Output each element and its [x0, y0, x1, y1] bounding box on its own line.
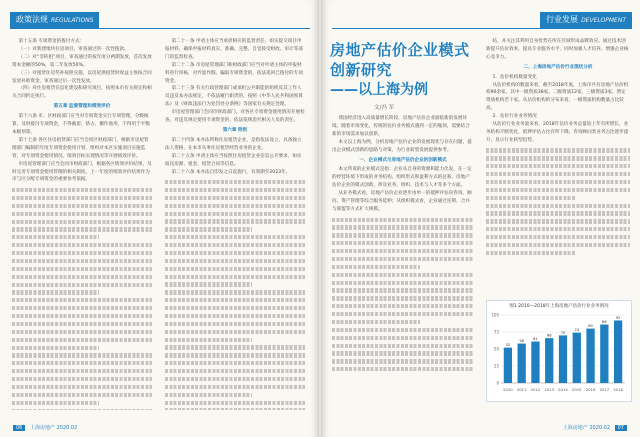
text-line-placeholder	[332, 225, 474, 229]
text-line-placeholder	[332, 344, 474, 348]
text-line-placeholder	[165, 298, 305, 302]
text-line-placeholder	[12, 204, 152, 208]
text-line-placeholder	[165, 282, 252, 286]
paragraph: 市房屋管理部门应当会同市财政部门，根据各区绩效评价结果，及时完善专项资金使用管理的相关制度。上一年度的绩效评价结果作为市与区分配专项资金的重要参考依据。	[12, 161, 152, 183]
text-line-placeholder	[332, 273, 474, 277]
paragraph: （一）对新建地块住房项目，审查通过的一次性拨款。	[18, 46, 129, 52]
text-line-placeholder	[165, 322, 305, 326]
left-column-1	[12, 38, 152, 410]
text-line-placeholder	[486, 156, 630, 160]
section-heading: 第六章 附则	[222, 127, 248, 133]
text-line-placeholder	[332, 218, 474, 222]
text-line-placeholder	[486, 243, 630, 247]
text-line-placeholder	[165, 180, 305, 184]
paragraph: （二）对“非转租”项目，审查通过的按年度分两期发放，首次发放资本金额的50%，第二年发放50%。	[12, 54, 152, 68]
paragraph: （四）对住房租赁信息化建设和研究项目，按照本市有关规定和相关合同约定执行。	[12, 86, 152, 100]
x-tick-label: 2013	[544, 387, 555, 392]
text-line-placeholder	[12, 196, 152, 200]
right-column-1	[332, 115, 474, 410]
text-line-placeholder	[486, 227, 630, 231]
data-label: 86	[602, 320, 607, 325]
text-line-placeholder	[486, 251, 575, 255]
text-line-placeholder	[165, 408, 305, 410]
text-line-placeholder	[332, 265, 420, 269]
page-number: 06	[13, 425, 25, 431]
bar	[518, 344, 526, 383]
paragraph: 第十五条 专项资金的拨付方式：	[18, 39, 85, 44]
text-line-placeholder	[165, 353, 305, 357]
text-line-placeholder	[165, 267, 305, 271]
x-tick-label: 2011	[516, 387, 527, 392]
footer-issue: 2020.02	[56, 425, 78, 431]
paragraph: 本文所说的企业模式是指：企业从自身的资源和能力出发，在一定的经营环境下形成的业务结构、组织形式和盈利方式的总和。房地产估价企业的模式创新，涉及业务、组织、技术与人才等多个方面。	[332, 167, 472, 189]
text-line-placeholder	[332, 312, 474, 316]
paragraph: 本文以上海为例，分析房地产估价企业的发展现状与存在问题，提出企业模式创新的思路与对策，为行业转型发展提供参考。	[332, 139, 472, 153]
text-line-placeholder	[12, 298, 152, 302]
paragraph: 从估价机构的数量来看，截至2018年底，上海市共有房地产估价机构90余家。其中一级资质38家，二级资质12家，三级资质3家，暂定资质机构若干家。从估价机构的分布来看，一级资质机构数量占比较高。	[486, 82, 629, 112]
paragraph: 市房屋管理部门会同市财政部门，对各区专项资金使用情况开展检查，对违反规定使用专项资金的，依法依规追究相关人员的责任。	[165, 110, 305, 124]
bar	[614, 320, 622, 383]
text-line-placeholder	[12, 267, 152, 271]
data-label: 61	[533, 337, 538, 342]
business-chart	[486, 300, 632, 402]
x-tick-label: 2017	[599, 387, 610, 392]
text-line-placeholder	[12, 251, 152, 255]
header-rule	[10, 28, 310, 29]
x-tick-label: 2014	[558, 387, 568, 392]
paragraph: 我国经济进入高质量增长阶段，房地产估价企业面临新的发展环境。随着市场变化，传统的估价业务模式遇到一定的瓶颈，需要结合新的市场需求加以创新。	[332, 116, 470, 137]
paragraph: 第二十一条 申请主体应当承担相应的监督责任，如实提交项目申报材料，确保申报材料真实、准确、完整，自觉接受财政、审计等部门的监督检查。	[165, 39, 303, 60]
paragraph: 第二十三条 有关行政管理部门或承担公共职能的组织及其工作人员违反本办法规定，不依法履行职责的，按照《中华人民共和国预算法》及《财政违法行为处罚处分条例》等国家有关规定处理。	[165, 86, 303, 108]
text-line-placeholder	[332, 233, 474, 237]
text-line-placeholder	[12, 377, 152, 381]
article-title: 房地产估价企业模式创新研究	[330, 41, 470, 79]
paragraph: （三）对租赁住房奖补按照实施，以房屋供租赁时收益主体按合同发放补助资金，审查通过后一次性发放。	[12, 70, 152, 84]
text-line-placeholder	[486, 219, 630, 223]
text-line-placeholder	[12, 306, 152, 310]
data-label: 52	[505, 343, 511, 348]
x-tick-label: 2010	[503, 387, 513, 392]
text-line-placeholder	[486, 196, 575, 200]
text-line-placeholder	[486, 211, 630, 215]
data-label: 74	[574, 328, 580, 333]
text-line-placeholder	[12, 385, 152, 389]
footer-magazine-title: 上海房地产	[29, 425, 55, 431]
x-tick-label: 2015	[571, 387, 582, 392]
y-tick-label: 0	[496, 380, 499, 386]
text-line-placeholder	[12, 353, 152, 357]
text-line-placeholder	[12, 212, 152, 216]
text-line-placeholder	[332, 304, 474, 308]
right-footer	[563, 424, 630, 431]
text-line-placeholder	[165, 251, 305, 255]
footer-magazine-title: 上海房地产	[562, 425, 588, 431]
text-line-placeholder	[12, 369, 152, 373]
text-line-placeholder	[165, 401, 305, 405]
text-line-placeholder	[12, 283, 152, 287]
paragraph: 结，并关注其利用自身优势在所在区域形成品牌效应。通过技术创新提升估价效率，提高专业服务水平，同时加强人才培养，增强企业核心竞争力。	[486, 39, 629, 60]
footer-issue: 2020.02	[589, 425, 611, 431]
text-line-placeholder	[165, 314, 305, 318]
bar	[504, 348, 512, 383]
text-line-placeholder	[486, 204, 630, 208]
text-line-placeholder	[165, 385, 305, 389]
y-tick-label: 100	[491, 312, 499, 318]
y-tick-label: 25	[493, 363, 499, 369]
section-heading: 第五章 监督管理和绩效评价	[53, 104, 111, 110]
header-rule	[332, 28, 632, 29]
paragraph: 1．估价机构数量变化	[492, 74, 537, 80]
text-line-placeholder	[12, 290, 99, 294]
x-tick-label: 2012	[530, 387, 541, 392]
article-author: 文/冯 军	[374, 105, 395, 111]
section-heading: 一、企业模式与房地产估价企业的创新模式	[359, 157, 447, 163]
text-line-placeholder	[165, 361, 305, 365]
right-column-2	[486, 38, 630, 296]
text-line-placeholder	[12, 322, 152, 326]
section-tab-development: 行业发展 DEVELOPMENT	[540, 12, 632, 28]
y-tick-label: 75	[493, 329, 499, 335]
chart-plot	[487, 309, 631, 397]
bar	[531, 342, 539, 383]
page-number: 07	[615, 425, 627, 431]
x-tick-label: 2016	[585, 387, 596, 392]
text-line-placeholder	[165, 345, 305, 349]
text-line-placeholder	[12, 259, 152, 263]
text-line-placeholder	[165, 235, 305, 239]
text-line-placeholder	[332, 281, 474, 285]
text-line-placeholder	[12, 243, 152, 247]
paragraph: 第二十二条 市房屋管理部门和财政部门应当对申请主体的申报材料进行审核，对弄虚作假、骗取专项资金的，依法追回已拨付的专项资金。	[165, 62, 303, 84]
text-line-placeholder	[12, 338, 152, 342]
text-line-placeholder	[165, 393, 252, 397]
text-line-placeholder	[12, 361, 152, 365]
article-subtitle: ——以上海为例	[330, 82, 428, 98]
text-line-placeholder	[486, 180, 630, 184]
text-line-placeholder	[12, 227, 152, 231]
bar	[545, 338, 553, 383]
text-line-placeholder	[165, 219, 305, 223]
text-line-placeholder	[12, 346, 99, 350]
left-page	[0, 0, 318, 437]
text-line-placeholder	[12, 393, 152, 397]
text-line-placeholder	[12, 275, 152, 279]
text-line-placeholder	[332, 359, 474, 363]
text-line-placeholder	[332, 288, 474, 292]
bar	[600, 325, 608, 383]
text-line-placeholder	[486, 235, 630, 239]
x-tick-label: 2018	[613, 387, 623, 392]
text-line-placeholder	[12, 235, 99, 239]
paragraph: 第二十六条 本办法自印发之日起施行，有效期至2023年。	[171, 169, 291, 175]
text-line-placeholder	[12, 401, 99, 405]
text-line-placeholder	[332, 249, 474, 253]
text-line-placeholder	[12, 409, 152, 411]
section-tab-regulations: 政策法规 REGULATIONS	[10, 12, 99, 28]
paragraph: 第二十五条 申请主体应当按照住房租赁企业信息公开要求，如实报送房源、租金、租赁合同等信息。	[165, 153, 302, 167]
paragraph: 第十六条 市、区财政部门应当对专项资金实行专项管理，分级核算，及时拨付专项资金，不得截留、挤占、挪作他用，不得用于平衡本级预算。	[12, 114, 150, 135]
text-line-placeholder	[332, 328, 474, 332]
bar	[573, 333, 581, 383]
data-label: 58	[519, 339, 524, 344]
text-line-placeholder	[486, 164, 630, 168]
data-label: 66	[546, 333, 552, 338]
data-label: 92	[615, 315, 621, 320]
article-title-block	[330, 40, 480, 100]
text-line-placeholder	[165, 212, 305, 216]
paragraph: 2．估价行业业务情况	[492, 114, 537, 120]
text-line-placeholder	[165, 377, 305, 381]
text-line-placeholder	[165, 243, 305, 247]
data-label: 70	[560, 330, 566, 335]
text-line-placeholder	[486, 188, 630, 192]
text-line-placeholder	[165, 306, 305, 310]
text-line-placeholder	[332, 336, 474, 340]
bar	[586, 329, 594, 383]
paragraph: 第十七条 各区住房租赁部门应当会同区财政部门，根据市房屋管理部门编制的年度专项资金使用计划，组织对本区实施项目实施监管，对专项资金使用情况、绩效目标实现情况等开展绩效评价。	[12, 137, 149, 159]
text-line-placeholder	[165, 204, 305, 208]
text-line-placeholder	[486, 148, 630, 152]
text-line-placeholder	[165, 290, 305, 294]
paragraph: 从估价行业业务量来看，2018年估价业务总量较上年有所增长，业务结构不断优化，抵押评估占比有所下降，咨询顾问类业务占比逐步提升，显示行业转型趋势。	[486, 122, 629, 143]
text-line-placeholder	[332, 257, 474, 261]
text-line-placeholder	[165, 188, 305, 192]
text-line-placeholder	[332, 351, 474, 355]
text-line-placeholder	[12, 314, 152, 318]
left-footer	[10, 424, 77, 431]
text-line-placeholder	[332, 320, 420, 324]
text-line-placeholder	[12, 220, 152, 224]
text-line-placeholder	[165, 369, 305, 373]
text-line-placeholder	[12, 188, 152, 192]
text-line-placeholder	[332, 241, 474, 245]
paragraph: 第二十四条 本办法所称住房租赁企业，是指依法设立、具备独立法人资格，在本市从事住房租赁经营业务的企业。	[165, 137, 302, 151]
y-tick-label: 50	[493, 346, 499, 352]
text-line-placeholder	[165, 196, 305, 200]
data-label: 80	[588, 324, 593, 329]
paragraph: 从业务模式看，房地产估价企业逐步由单一的抵押评估向咨询、顾问、资产管理等综合服务延伸；从组织模式看，企业通过连锁、合并与联盟等方式扩大规模。	[332, 191, 472, 212]
chart-title: 图1 2010—2018年上海房地产估价行业业务情况	[509, 304, 609, 309]
text-line-placeholder	[165, 227, 252, 231]
section-heading: 二、上海房地产估价行业现状分析	[523, 64, 593, 70]
text-line-placeholder	[165, 275, 305, 279]
bar	[559, 335, 567, 383]
text-line-placeholder	[165, 338, 252, 342]
text-line-placeholder	[12, 330, 152, 334]
left-column-2	[165, 38, 305, 410]
text-line-placeholder	[332, 367, 474, 371]
text-line-placeholder	[165, 330, 305, 334]
right-page	[322, 0, 640, 437]
text-line-placeholder	[165, 259, 305, 263]
text-line-placeholder	[332, 296, 474, 300]
text-line-placeholder	[486, 172, 630, 176]
